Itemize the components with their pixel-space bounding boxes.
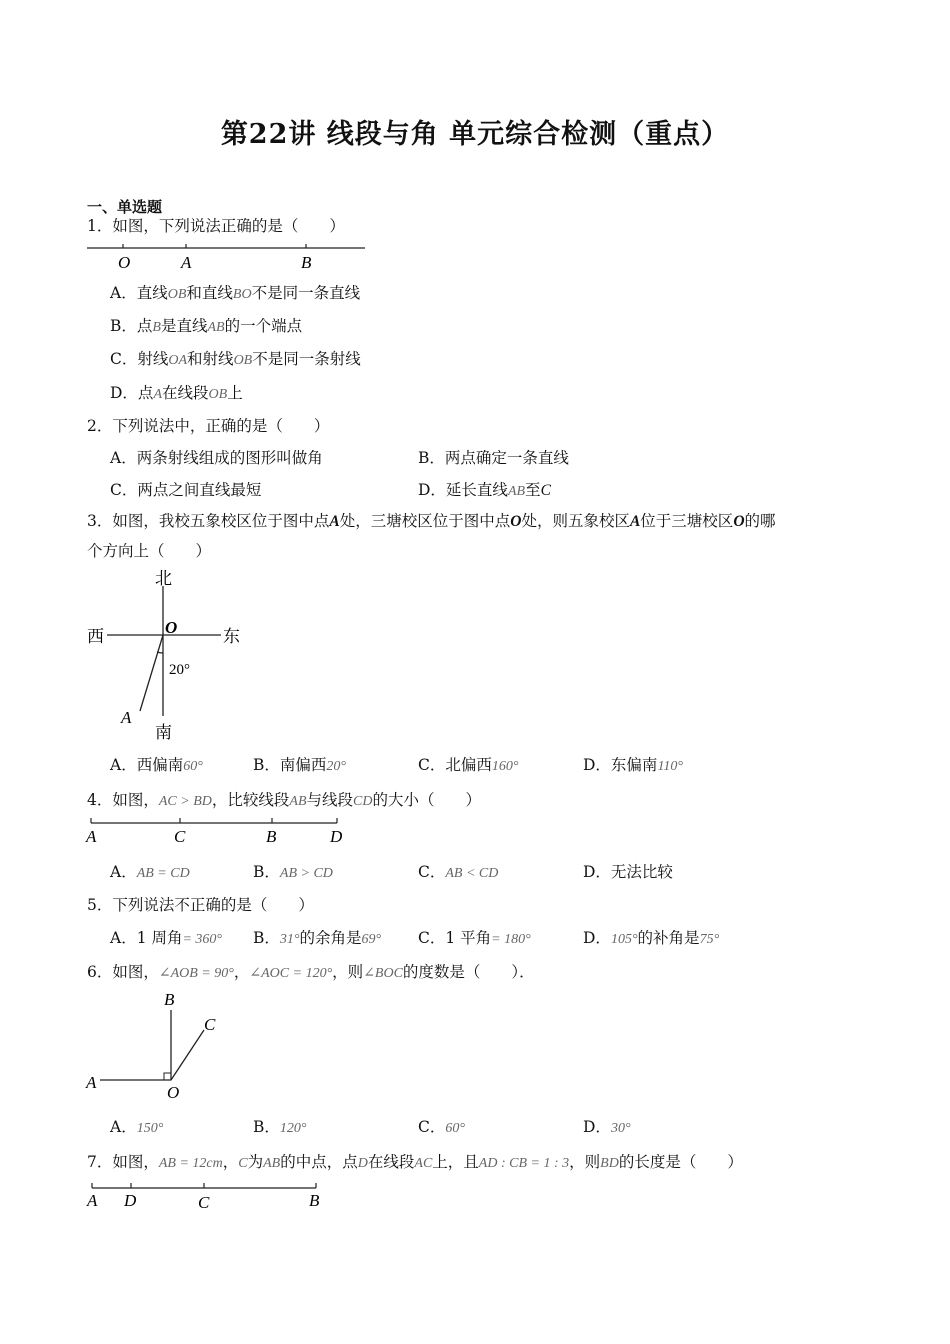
q1-option-d: D．点A在线段OB上	[110, 384, 243, 402]
q1-option-c: C．射线OA和射线OB不是同一条射线	[110, 350, 361, 368]
q2-option-c: C．两点之间直线最短	[110, 481, 262, 499]
q1-label-a: A	[181, 253, 192, 272]
q2-option-b: B．两点确定一条直线	[418, 449, 569, 467]
q3-point-a-label: A	[121, 708, 132, 727]
q7-label-c: C	[198, 1193, 210, 1212]
q3-stem-line2: 个方向上（ ）	[87, 542, 212, 560]
q7-stem: 7．如图，AB = 12cm，C为AB的中点，点D在线段AC上，且AD : CB = 1 : 3，则BD的长度是（ ）	[87, 1153, 743, 1171]
q5-option-d: D．105°的补角是75°	[583, 929, 720, 947]
q4-option-d: D．无法比较	[583, 863, 673, 881]
q1-label-b: B	[301, 253, 312, 272]
q3-west-label: 西	[87, 627, 104, 646]
q6-label-c: C	[204, 1015, 216, 1034]
q3-compass-figure	[85, 566, 255, 746]
q5-option-b: B．31°的余角是69°	[253, 929, 382, 947]
q4-label-c: C	[174, 827, 186, 846]
section-heading: 一、单选题	[87, 198, 163, 216]
q3-option-c: C．北偏西160°	[418, 756, 519, 774]
q3-east-label: 东	[223, 627, 240, 646]
q4-label-d: D	[330, 827, 343, 846]
q2-stem: 2．下列说法中，正确的是（ ）	[87, 417, 330, 435]
q5-option-a: A．1 周角= 360°	[110, 929, 223, 947]
q3-option-a: A．西偏南60°	[110, 756, 203, 774]
q1-stem: 1．如图，下列说法正确的是（ ）	[87, 217, 345, 235]
q7-label-a: A	[87, 1191, 98, 1210]
q3-origin-label: O	[165, 618, 178, 637]
q6-stem: 6．如图，∠AOB = 90°，∠AOC = 120°，则∠BOC的度数是（ ）．	[87, 963, 535, 981]
q6-option-d: D．30°	[583, 1118, 631, 1136]
q4-label-b: B	[266, 827, 277, 846]
q1-option-b: B．点B是直线AB的一个端点	[110, 317, 303, 335]
q6-label-a: A	[86, 1073, 97, 1092]
q1-option-a: A．直线OB和直线BO不是同一条直线	[110, 284, 361, 302]
q2-option-a: A．两条射线组成的图形叫做角	[110, 449, 323, 467]
q3-option-b: B．南偏西20°	[253, 756, 347, 774]
q3-option-d: D．东偏南110°	[583, 756, 683, 774]
q1-label-o: O	[118, 253, 131, 272]
q4-stem: 4．如图，AC > BD，比较线段AB与线段CD的大小（ ）	[87, 791, 481, 809]
q4-option-a: A．AB = CD	[110, 863, 190, 881]
q6-angle-figure	[82, 988, 242, 1104]
q6-label-b: B	[164, 990, 175, 1009]
q4-option-b: B．AB > CD	[253, 863, 333, 881]
q3-north-label: 北	[155, 569, 172, 588]
q6-option-b: B．120°	[253, 1118, 307, 1136]
page-title: 第22讲 线段与角 单元综合检测（重点）	[220, 119, 730, 150]
q4-option-c: C．AB < CD	[418, 863, 499, 881]
q3-south-label: 南	[155, 723, 172, 742]
q4-figure	[85, 815, 355, 847]
q3-stem: 3．如图，我校五象校区位于图中点A处，三塘校区位于图中点O处，则五象校区A位于三塘校区O的哪	[87, 512, 776, 530]
q1-figure	[85, 240, 375, 274]
q6-option-a: A．150°	[110, 1118, 164, 1136]
q3-angle-label: 20°	[169, 662, 190, 678]
q7-figure	[85, 1180, 335, 1214]
q4-label-a: A	[86, 827, 97, 846]
q6-label-o: O	[167, 1083, 180, 1102]
q5-stem: 5．下列说法不正确的是（ ）	[87, 896, 314, 914]
q5-option-c: C．1 平角= 180°	[418, 929, 531, 947]
q7-label-d: D	[124, 1191, 137, 1210]
q6-option-c: C．60°	[418, 1118, 465, 1136]
q7-label-b: B	[309, 1191, 320, 1210]
q2-option-d: D．延长直线AB至C	[418, 481, 551, 499]
